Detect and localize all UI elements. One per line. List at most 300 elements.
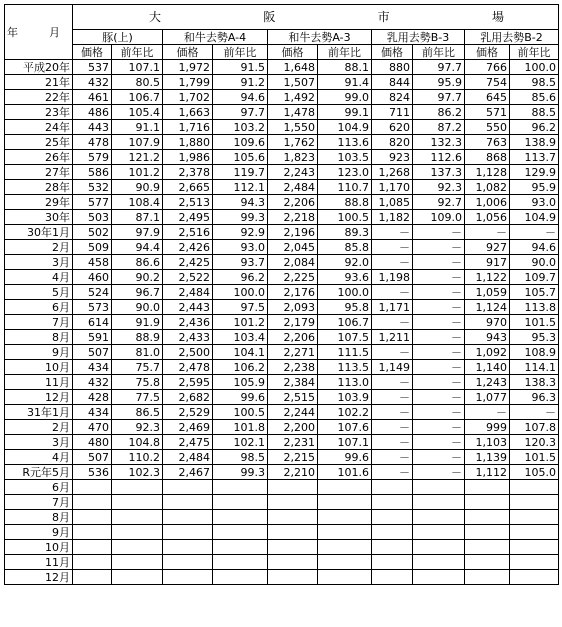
price-cell: 2,243	[268, 165, 318, 180]
price-cell	[465, 555, 510, 570]
price-cell: 470	[73, 420, 112, 435]
yoy-cell	[413, 570, 465, 585]
table-row	[5, 360, 559, 375]
yoy-cell: 109.7	[510, 270, 559, 285]
price-cell	[73, 495, 112, 510]
yoy-cell: 123.0	[318, 165, 372, 180]
row-label: 12月	[5, 390, 73, 405]
yoy-cell: 105.0	[510, 465, 559, 480]
price-cell: 2,179	[268, 315, 318, 330]
yoy-cell: 94.4	[112, 240, 163, 255]
yoy-cell: 96.2	[213, 270, 268, 285]
yoy-cell: 113.7	[510, 150, 559, 165]
yoy-cell: 113.5	[318, 360, 372, 375]
yoy-cell: 99.3	[213, 465, 268, 480]
row-label: 21年	[5, 75, 73, 90]
price-cell	[268, 495, 318, 510]
yoy-cell	[318, 540, 372, 555]
price-cell: 2,206	[268, 195, 318, 210]
price-cell: 844	[372, 75, 413, 90]
price-cell: 2,478	[163, 360, 213, 375]
row-label: 26年	[5, 150, 73, 165]
row-label: 3月	[5, 255, 73, 270]
price-cell: 1,211	[372, 330, 413, 345]
yoy-cell	[213, 570, 268, 585]
price-cell: 1,171	[372, 300, 413, 315]
price-cell: 2,436	[163, 315, 213, 330]
price-cell: 1,085	[372, 195, 413, 210]
price-cell: 2,378	[163, 165, 213, 180]
price-cell: 2,045	[268, 240, 318, 255]
price-column-header: 価格	[268, 45, 318, 60]
price-cell: 550	[465, 120, 510, 135]
price-cell: 591	[73, 330, 112, 345]
yoy-cell: 95.9	[510, 180, 559, 195]
price-cell: 586	[73, 165, 112, 180]
yoy-cell: 95.9	[413, 75, 465, 90]
yoy-cell	[112, 570, 163, 585]
table-row	[5, 555, 559, 570]
yoy-cell: 85.6	[510, 90, 559, 105]
price-cell	[372, 525, 413, 540]
yoy-cell	[112, 510, 163, 525]
price-cell: －	[372, 240, 413, 255]
price-cell	[163, 570, 213, 585]
yoy-cell: 85.8	[318, 240, 372, 255]
row-label: 6月	[5, 300, 73, 315]
yoy-cell: 87.2	[413, 120, 465, 135]
price-cell: 579	[73, 150, 112, 165]
price-cell	[163, 510, 213, 525]
table-row	[5, 390, 559, 405]
yoy-cell: 99.0	[318, 90, 372, 105]
yoy-cell: 101.5	[510, 315, 559, 330]
yoy-cell: 91.9	[112, 315, 163, 330]
yoy-column-header: 前年比	[112, 45, 163, 60]
yoy-cell	[510, 510, 559, 525]
price-cell: 999	[465, 420, 510, 435]
yoy-cell: 121.2	[112, 150, 163, 165]
price-cell	[465, 480, 510, 495]
yoy-cell: 97.7	[213, 105, 268, 120]
price-cell: 766	[465, 60, 510, 75]
yoy-cell: 99.1	[318, 105, 372, 120]
price-cell: 754	[465, 75, 510, 90]
yoy-cell: 86.2	[413, 105, 465, 120]
yoy-cell	[112, 495, 163, 510]
yoy-cell: 95.8	[318, 300, 372, 315]
yoy-cell: 105.6	[213, 150, 268, 165]
price-cell: 2,218	[268, 210, 318, 225]
yoy-cell: 105.4	[112, 105, 163, 120]
yoy-cell: 101.6	[318, 465, 372, 480]
price-cell: －	[465, 405, 510, 420]
yoy-cell: 80.5	[112, 75, 163, 90]
yoy-cell: 75.8	[112, 375, 163, 390]
yoy-cell: 97.5	[213, 300, 268, 315]
yoy-cell: 90.0	[510, 255, 559, 270]
price-cell: 2,200	[268, 420, 318, 435]
yoy-cell: 92.3	[112, 420, 163, 435]
yoy-cell	[318, 570, 372, 585]
market-char: 大	[149, 9, 162, 24]
price-cell: －	[372, 315, 413, 330]
price-cell: 1,268	[372, 165, 413, 180]
table-row	[5, 75, 559, 90]
row-label: 10月	[5, 360, 73, 375]
yoy-cell: 113.6	[318, 135, 372, 150]
table-row	[5, 285, 559, 300]
price-cell: 460	[73, 270, 112, 285]
yoy-cell: 101.5	[510, 450, 559, 465]
yoy-cell: 92.0	[318, 255, 372, 270]
yoy-cell: 103.2	[213, 120, 268, 135]
price-cell: 2,484	[163, 450, 213, 465]
header-row-market	[5, 5, 559, 30]
yoy-cell: 97.7	[413, 90, 465, 105]
price-cell: 1,006	[465, 195, 510, 210]
price-cell	[73, 510, 112, 525]
table-row	[5, 420, 559, 435]
yoy-cell: 94.6	[213, 90, 268, 105]
yoy-cell: 99.6	[318, 450, 372, 465]
price-cell	[268, 540, 318, 555]
price-cell	[268, 570, 318, 585]
yoy-cell	[213, 480, 268, 495]
table-row	[5, 270, 559, 285]
price-cell: 2,484	[268, 180, 318, 195]
yoy-cell: 138.9	[510, 135, 559, 150]
yoy-column-header: 前年比	[318, 45, 372, 60]
table-row	[5, 90, 559, 105]
price-cell: 434	[73, 405, 112, 420]
price-cell: 2,469	[163, 420, 213, 435]
yoy-cell: 92.9	[213, 225, 268, 240]
yoy-cell: 93.0	[510, 195, 559, 210]
price-cell	[268, 525, 318, 540]
price-cell: 2,176	[268, 285, 318, 300]
price-cell: 1,124	[465, 300, 510, 315]
price-cell: 509	[73, 240, 112, 255]
yoy-cell: 88.9	[112, 330, 163, 345]
yoy-cell: 106.7	[112, 90, 163, 105]
price-cell: 1,716	[163, 120, 213, 135]
header-row-products	[5, 30, 559, 45]
yoy-cell: 120.3	[510, 435, 559, 450]
price-cell	[73, 525, 112, 540]
yoy-cell: 107.1	[112, 60, 163, 75]
row-label: 22年	[5, 90, 73, 105]
yoy-cell	[413, 540, 465, 555]
table-row	[5, 330, 559, 345]
yoy-cell: －	[413, 300, 465, 315]
price-cell: 2,196	[268, 225, 318, 240]
price-cell: 2,467	[163, 465, 213, 480]
yoy-cell: 96.7	[112, 285, 163, 300]
yoy-cell: 104.1	[213, 345, 268, 360]
price-cell: 2,426	[163, 240, 213, 255]
price-cell: 2,225	[268, 270, 318, 285]
price-cell: 820	[372, 135, 413, 150]
yoy-cell	[112, 525, 163, 540]
price-cell	[163, 495, 213, 510]
yoy-cell: 137.3	[413, 165, 465, 180]
product-header: 豚(上)	[73, 30, 163, 45]
price-cell: 1,799	[163, 75, 213, 90]
price-cell: 970	[465, 315, 510, 330]
yoy-cell	[112, 555, 163, 570]
price-cell: 2,206	[268, 330, 318, 345]
yoy-cell: 100.0	[213, 285, 268, 300]
yoy-cell	[318, 525, 372, 540]
row-label: 4月	[5, 270, 73, 285]
table-row	[5, 510, 559, 525]
price-cell: 1,149	[372, 360, 413, 375]
price-cell: 763	[465, 135, 510, 150]
price-cell	[163, 480, 213, 495]
market-char: 阪	[263, 9, 276, 24]
price-cell: 503	[73, 210, 112, 225]
row-label: 31年1月	[5, 405, 73, 420]
yoy-cell: 129.9	[510, 165, 559, 180]
yoy-cell: 112.1	[213, 180, 268, 195]
yoy-cell	[510, 495, 559, 510]
table-row	[5, 375, 559, 390]
price-cell: 458	[73, 255, 112, 270]
table-row	[5, 495, 559, 510]
yoy-cell: 119.7	[213, 165, 268, 180]
yoy-cell	[413, 480, 465, 495]
table-row	[5, 540, 559, 555]
yoy-cell: 105.9	[213, 375, 268, 390]
yoy-cell: 91.2	[213, 75, 268, 90]
price-cell: 1,139	[465, 450, 510, 465]
yoy-cell: 110.2	[112, 450, 163, 465]
price-cell: 428	[73, 390, 112, 405]
product-header: 和牛去勢A-4	[163, 30, 268, 45]
price-cell: 645	[465, 90, 510, 105]
yoy-cell: －	[413, 420, 465, 435]
price-cell: －	[372, 405, 413, 420]
row-label: 9月	[5, 525, 73, 540]
yoy-cell: 81.0	[112, 345, 163, 360]
price-cell: 2,384	[268, 375, 318, 390]
price-cell: 2,210	[268, 465, 318, 480]
yoy-cell	[318, 495, 372, 510]
yoy-cell: －	[413, 405, 465, 420]
yoy-cell: －	[510, 225, 559, 240]
price-cell: 536	[73, 465, 112, 480]
price-cell: 620	[372, 120, 413, 135]
yoy-cell: 100.5	[318, 210, 372, 225]
table-row	[5, 570, 559, 585]
yoy-cell: －	[413, 240, 465, 255]
table-row	[5, 180, 559, 195]
price-cell: 2,433	[163, 330, 213, 345]
yoy-cell: 101.2	[112, 165, 163, 180]
table-row	[5, 150, 559, 165]
price-cell: 1,702	[163, 90, 213, 105]
year-month-header: 年 月	[5, 5, 73, 60]
table-row	[5, 225, 559, 240]
price-cell	[465, 570, 510, 585]
price-cell	[73, 555, 112, 570]
price-cell: 577	[73, 195, 112, 210]
price-cell: 1,823	[268, 150, 318, 165]
yoy-cell: 93.6	[318, 270, 372, 285]
yoy-cell: 96.3	[510, 390, 559, 405]
price-cell: 1,550	[268, 120, 318, 135]
yoy-cell: 104.9	[318, 120, 372, 135]
yoy-cell: 93.7	[213, 255, 268, 270]
price-cell: 1,880	[163, 135, 213, 150]
price-cell: －	[372, 255, 413, 270]
yoy-cell: 107.1	[318, 435, 372, 450]
price-cell	[372, 540, 413, 555]
yoy-cell: －	[413, 330, 465, 345]
yoy-column-header: 前年比	[510, 45, 559, 60]
price-cell	[465, 510, 510, 525]
price-cell	[465, 540, 510, 555]
yoy-cell: 90.0	[112, 300, 163, 315]
price-cell: －	[465, 225, 510, 240]
yoy-cell	[318, 510, 372, 525]
yoy-cell: 88.8	[318, 195, 372, 210]
price-cell: 2,529	[163, 405, 213, 420]
price-cell: 1,059	[465, 285, 510, 300]
yoy-cell: 102.3	[112, 465, 163, 480]
price-cell: 1,122	[465, 270, 510, 285]
price-cell: 1,972	[163, 60, 213, 75]
price-cell: －	[372, 465, 413, 480]
yoy-cell: －	[413, 390, 465, 405]
yoy-cell: 93.0	[213, 240, 268, 255]
yoy-cell: 99.6	[213, 390, 268, 405]
row-label: 8月	[5, 330, 73, 345]
price-cell: 2,515	[268, 390, 318, 405]
row-label: R元年5月	[5, 465, 73, 480]
price-cell: 1,507	[268, 75, 318, 90]
price-cell: 1,077	[465, 390, 510, 405]
table-row	[5, 435, 559, 450]
price-cell	[372, 555, 413, 570]
yoy-cell: 88.5	[510, 105, 559, 120]
yoy-cell: 104.9	[510, 210, 559, 225]
price-cell	[465, 495, 510, 510]
price-cell: 507	[73, 345, 112, 360]
yoy-cell	[213, 540, 268, 555]
yoy-cell: －	[413, 345, 465, 360]
yoy-cell	[112, 480, 163, 495]
yoy-cell: 106.2	[213, 360, 268, 375]
yoy-cell: 107.9	[112, 135, 163, 150]
table-row	[5, 450, 559, 465]
row-label: 9月	[5, 345, 73, 360]
price-column-header: 価格	[163, 45, 213, 60]
yoy-cell: －	[413, 465, 465, 480]
row-label: 2月	[5, 420, 73, 435]
price-cell: 2,595	[163, 375, 213, 390]
yoy-cell: 91.1	[112, 120, 163, 135]
price-cell: 2,231	[268, 435, 318, 450]
yoy-cell: 88.1	[318, 60, 372, 75]
price-cell	[268, 480, 318, 495]
row-label: 30年	[5, 210, 73, 225]
price-cell: 2,443	[163, 300, 213, 315]
price-cell: －	[372, 375, 413, 390]
price-cell	[268, 510, 318, 525]
price-cell: 917	[465, 255, 510, 270]
yoy-cell: 132.3	[413, 135, 465, 150]
yoy-cell: 113.0	[318, 375, 372, 390]
price-cell: 443	[73, 120, 112, 135]
price-cell: 1,082	[465, 180, 510, 195]
price-cell: 573	[73, 300, 112, 315]
row-label: 27年	[5, 165, 73, 180]
price-cell	[372, 480, 413, 495]
yoy-cell: 108.9	[510, 345, 559, 360]
product-header: 乳用去勢B-2	[465, 30, 559, 45]
price-cell: 537	[73, 60, 112, 75]
price-cell: 2,682	[163, 390, 213, 405]
yoy-cell: 95.3	[510, 330, 559, 345]
yoy-cell	[318, 555, 372, 570]
table-body	[5, 60, 559, 585]
market-char: 場	[491, 9, 504, 24]
yoy-cell: 92.7	[413, 195, 465, 210]
price-cell: 1,648	[268, 60, 318, 75]
table-row	[5, 105, 559, 120]
price-cell: 1,492	[268, 90, 318, 105]
price-column-header: 価格	[465, 45, 510, 60]
yoy-cell: 94.6	[510, 240, 559, 255]
price-cell: 1,986	[163, 150, 213, 165]
price-cell: 1,478	[268, 105, 318, 120]
table-row	[5, 315, 559, 330]
product-header: 乳用去勢B-3	[372, 30, 465, 45]
price-cell: 2,495	[163, 210, 213, 225]
price-cell: 2,500	[163, 345, 213, 360]
price-cell: 432	[73, 375, 112, 390]
price-cell: 1,663	[163, 105, 213, 120]
yoy-cell	[413, 495, 465, 510]
yoy-cell: 103.5	[318, 150, 372, 165]
price-cell: 2,522	[163, 270, 213, 285]
price-column-header: 価格	[372, 45, 413, 60]
yoy-cell: －	[413, 435, 465, 450]
yoy-cell: －	[413, 225, 465, 240]
table-row	[5, 300, 559, 315]
price-cell: 2,084	[268, 255, 318, 270]
row-label: 6月	[5, 480, 73, 495]
row-label: 11月	[5, 555, 73, 570]
price-cell: 880	[372, 60, 413, 75]
price-cell: 507	[73, 450, 112, 465]
row-label: 2月	[5, 240, 73, 255]
price-cell: 2,093	[268, 300, 318, 315]
yoy-cell: 86.5	[112, 405, 163, 420]
yoy-cell: －	[413, 285, 465, 300]
yoy-cell: －	[510, 405, 559, 420]
table-row	[5, 480, 559, 495]
price-cell: 2,244	[268, 405, 318, 420]
row-label: 11月	[5, 375, 73, 390]
yoy-cell	[510, 540, 559, 555]
yoy-cell: 112.6	[413, 150, 465, 165]
price-cell	[372, 510, 413, 525]
price-cell: 927	[465, 240, 510, 255]
price-cell: －	[372, 420, 413, 435]
